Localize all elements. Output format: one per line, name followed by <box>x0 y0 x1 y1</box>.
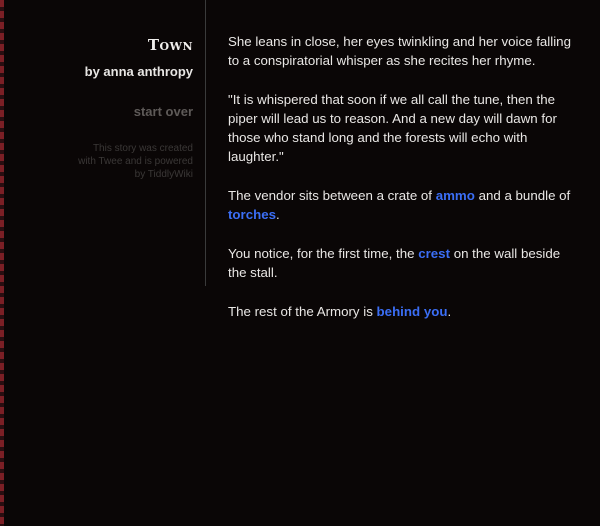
credits <box>0 142 193 181</box>
credits-line-2: with Twee and is powered <box>78 156 193 167</box>
page-title: Town <box>147 36 193 54</box>
story-author: by anna anthropy <box>84 64 193 79</box>
passage-link-torches[interactable]: torches <box>228 207 277 222</box>
passage-link-behind-you[interactable]: behind you <box>376 304 448 319</box>
passage-body <box>206 0 600 526</box>
passage-paragraph: You notice, for the first time, the crest on the wall beside the stall. <box>228 246 561 280</box>
sidebar-item-start-over[interactable]: start over <box>133 104 193 119</box>
passage-paragraph: The rest of the Armory is behind you. <box>228 304 452 319</box>
sidebar-nav <box>0 104 193 120</box>
credits-line-3[interactable]: by TiddlyWiki <box>134 169 193 180</box>
passage-link-ammo[interactable]: ammo <box>435 188 475 203</box>
sidebar <box>0 0 206 286</box>
passage-paragraph: The vendor sits between a crate of ammo and a bundle of torches. <box>228 188 571 222</box>
passage-link-crest[interactable]: crest <box>418 246 450 261</box>
credits-line-1: This story was created <box>92 143 193 154</box>
passage-paragraph: "It is whispered that soon if we all call the tune, then the piper will lead us to reason. And a new day will dawn for those who stand long and the forests will echo with laughter." <box>228 92 557 164</box>
passage-paragraph: She leans in close, her eyes twinkling and her voice falling to a conspiratorial whisper as she recites her rhyme. <box>228 34 571 68</box>
